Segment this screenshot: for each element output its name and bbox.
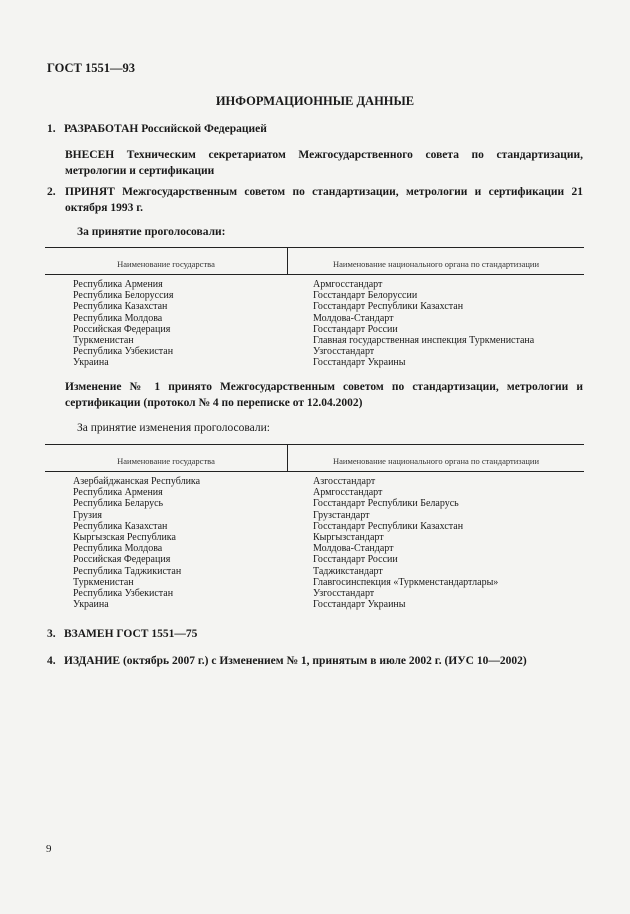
table-row: Республика Молдова [73, 543, 163, 555]
table-1-header-state: Наименование государства [117, 259, 215, 269]
section-1-number: 1. [47, 123, 56, 135]
table-row: Главгосинспекция «Туркменстандартлары» [313, 576, 499, 588]
voted-label-1: За принятие проголосовали: [77, 226, 226, 238]
table-row: Молдова-Стандарт [313, 543, 394, 555]
amendment-text: Изменение № 1 принято Межгосударственным советом по стандартизации, метрологии и сертификации (протокол № 4 по переписке от 12.04.2002) [65, 381, 583, 409]
table-row: Грузстандарт [313, 509, 370, 521]
table-row: Госстандарт Республики Казахстан [313, 520, 464, 532]
section-1-sub: ВНЕСЕН Техническим секретариатом Межгосударственного совета по стандартизации, метрологии и сертификации [65, 149, 583, 177]
table-row: Госстандарт Республики Казахстан [313, 301, 464, 313]
table-row: Узгосстандарт [313, 346, 375, 358]
table-1-bodies [313, 279, 534, 369]
section-3-text: ВЗАМЕН ГОСТ 1551—75 [64, 628, 198, 640]
voting-table-1 [45, 247, 584, 372]
table-2-top-rule [45, 444, 584, 445]
table-row: Республика Таджикистан [73, 565, 182, 577]
table-2-bodies [313, 476, 498, 610]
table-row: Туркменистан [73, 576, 134, 588]
section-4-text: ИЗДАНИЕ (октябрь 2007 г.) с Изменением № 1, принятым в июле 2002 г. (ИУС 10—2002) [64, 655, 527, 667]
table-2-header-rule [45, 471, 584, 472]
table-row: Молдова-Стандарт [313, 312, 394, 324]
table-row: Госстандарт Белоруссии [313, 290, 418, 302]
voted-label-2: За принятие изменения проголосовали: [77, 422, 270, 434]
section-1 [47, 121, 583, 137]
table-row: Украина [73, 357, 109, 369]
section-4-number: 4. [47, 655, 56, 667]
table-row: Армгосстандарт [313, 279, 383, 290]
table-row: Госстандарт Республики Беларусь [313, 498, 459, 510]
section-2-text: ПРИНЯТ Межгосударственным советом по стандартизации, метрологии и сертификации 21 октября 1993 г. [65, 186, 583, 214]
section-4 [47, 653, 583, 669]
table-row: Российская Федерация [73, 554, 171, 566]
voting-table-2 [45, 444, 584, 614]
table-row: Госстандарт России [313, 323, 398, 335]
table-1-header-body: Наименование национального органа по стандартизации [332, 259, 540, 269]
table-row: Узгосстандарт [313, 587, 375, 599]
table-row: Республика Казахстан [73, 301, 168, 313]
section-3 [47, 626, 583, 642]
table-row: Армгосстандарт [313, 487, 383, 499]
section-3-number: 3. [47, 628, 56, 640]
section-2-number: 2. [47, 186, 56, 198]
table-row: Республика Белоруссия [73, 290, 174, 302]
table-1-top-rule [45, 247, 584, 248]
table-2-header-body: Наименование национального органа по стандартизации [332, 456, 540, 466]
table-row: Украина [73, 599, 109, 611]
table-row: Республика Молдова [73, 312, 163, 324]
table-row: Республика Армения [73, 279, 163, 290]
table-row: Кыргызская Республика [73, 531, 176, 543]
table-row: Таджикстандарт [313, 565, 383, 577]
table-row: Азербайджанская Республика [73, 476, 201, 487]
table-row: Республика Узбекистан [73, 587, 174, 599]
table-2-states [73, 476, 200, 610]
table-row: Кыргызстандарт [313, 531, 384, 543]
table-row: Республика Беларусь [73, 498, 164, 510]
table-row: Госстандарт Украины [313, 599, 406, 611]
table-row: Туркменистан [73, 334, 134, 346]
table-row: Азгосстандарт [313, 476, 376, 487]
table-1-header-rule [45, 274, 584, 275]
page-number: 9 [46, 843, 52, 855]
table-row: Госстандарт Украины [313, 357, 406, 369]
table-row: Республика Армения [73, 487, 163, 499]
table-2-header-state: Наименование государства [117, 456, 215, 466]
table-row: Госстандарт России [313, 554, 398, 566]
table-row: Республика Узбекистан [73, 346, 174, 358]
table-row: Грузия [73, 509, 102, 521]
table-row: Главная государственная инспекция Туркменистана [313, 334, 535, 346]
section-1-text: РАЗРАБОТАН Российской Федерацией [64, 123, 267, 135]
document-code: ГОСТ 1551—93 [47, 61, 136, 75]
table-1-states [73, 279, 173, 369]
table-row: Республика Казахстан [73, 520, 168, 532]
table-row: Российская Федерация [73, 323, 171, 335]
page-title: ИНФОРМАЦИОННЫЕ ДАННЫЕ [215, 94, 415, 108]
